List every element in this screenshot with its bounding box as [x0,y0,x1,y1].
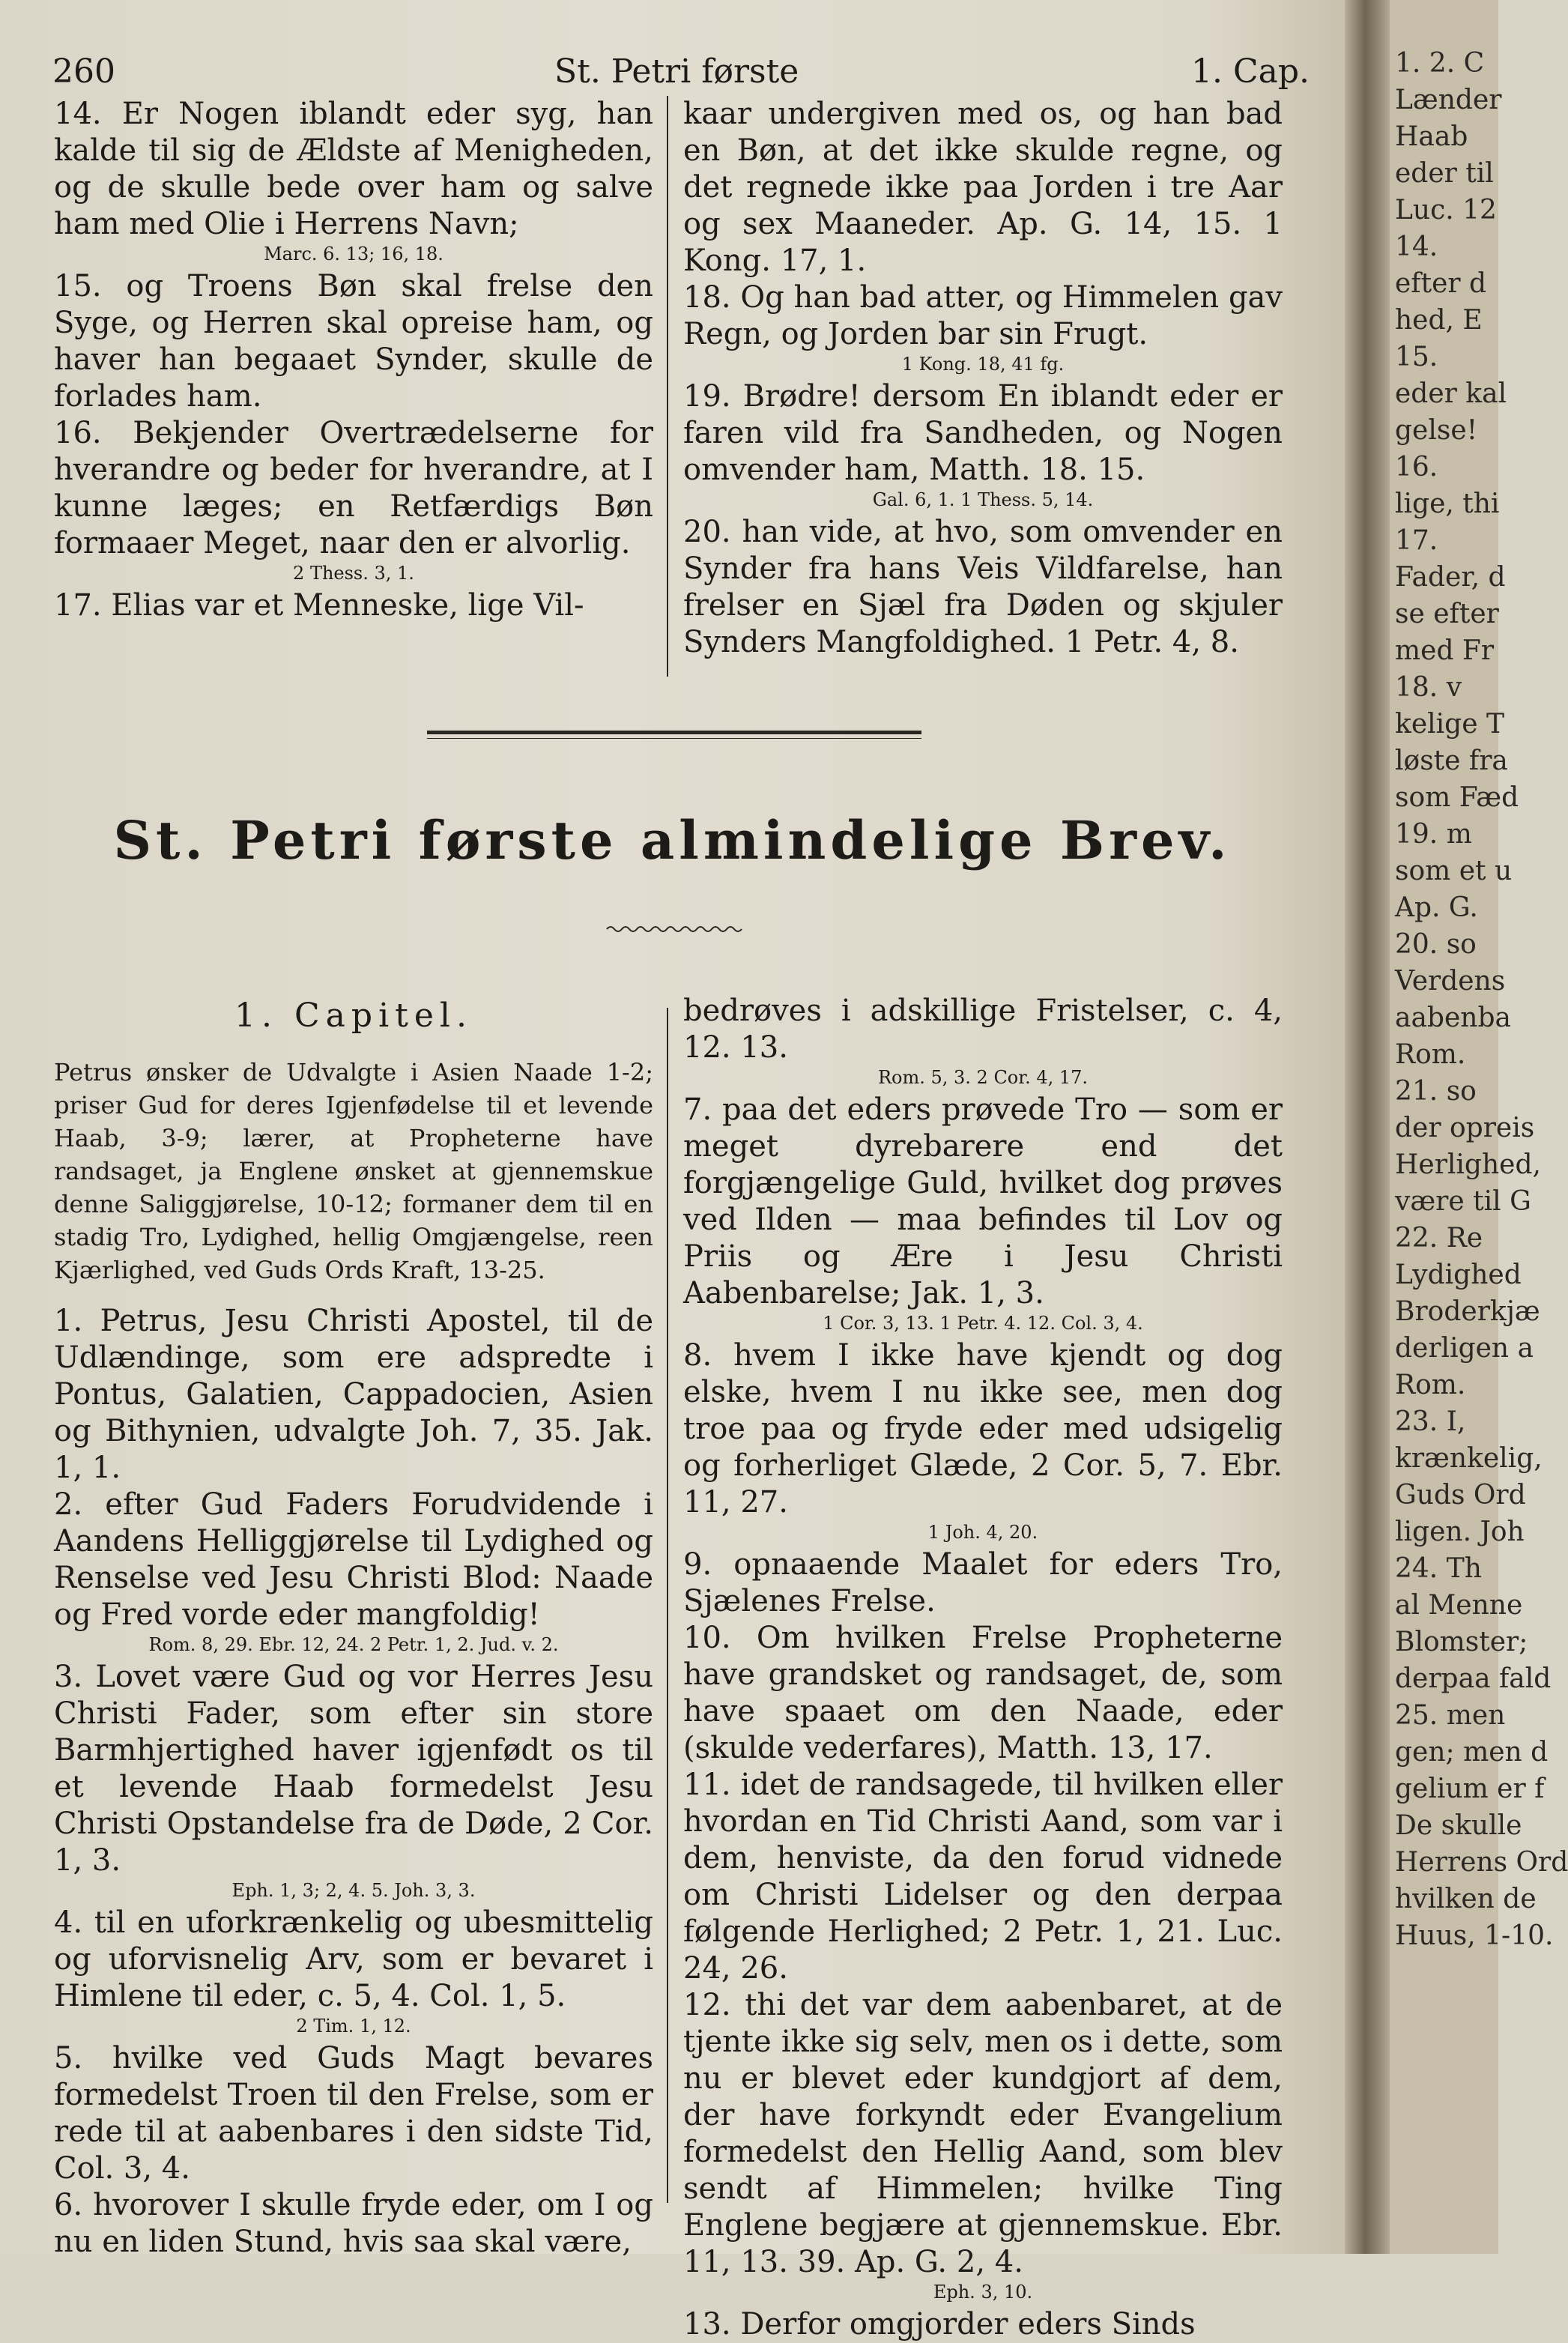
next-page-line: 22. Re [1395,1223,1483,1254]
next-page-line: som Fæd [1395,782,1519,813]
verse: 13. Derfor omgjorder eders Sinds [683,2307,1196,2342]
next-page-line: hed, E [1395,305,1483,336]
next-page-line: med Fr [1395,635,1495,666]
verse: 4. til en uforkrænkelig og ubesmittelig og uforvisnelig Arv, som er bevaret i Himlene til eder, c. 5, 4. Col. 1, 5. [54,1905,653,2013]
next-page-line: derpaa fald [1395,1663,1552,1694]
next-page-line: Verdens [1395,966,1506,997]
next-page-line: Haab [1395,121,1468,152]
next-page-line: være til G [1395,1186,1531,1217]
chapter-summary: Petrus ønsker de Udvalgte i Asien Naade 1-2; priser Gud for deres Igjenfødelse til et levende Haab, 3-9; lærer, at Propheterne have randsaget, ja Englene ønsket at gjennemskue denne Saliggjørelse, 10-12; formaner dem til en stadig Tro, Lydighed, hellig Omgjængelse, reen Kjærlighed, ved Guds Ords Kraft, 13-25. [54,1058,653,1284]
next-page-line: Lænder [1395,85,1502,115]
next-page-line: derligen a [1395,1333,1534,1364]
next-page-line: gelse! [1395,415,1478,446]
cross-reference: Rom. 5, 3. 2 Cor. 4, 17. [877,1067,1089,1088]
page-number: 260 [52,52,115,91]
verse: 16. Bekjender Overtrædelserne for hverandre og beder for hverandre, at I kunne læges; en Retfærdigs Bøn formaaer Meget, naar den er alvorlig. [54,416,653,560]
verse: 18. Og han bad atter, og Himmelen gav Regn, og Jorden bar sin Frugt. [683,280,1283,351]
book-gutter [1345,0,1390,2254]
verse: 15. og Troens Bøn skal frelse den Syge, og Herren skal opreise ham, og haver han begaaet Synder, skulle de forlades ham. [54,269,653,414]
cross-reference: 1 Cor. 3, 13. 1 Petr. 4. 12. Col. 3, 4. [823,1313,1143,1334]
top-right-column [683,96,1283,661]
verse: 14. Er Nogen iblandt eder syg, han kalde til sig de Ældste af Menigheden, og de skulle bede over ham og salve ham med Olie i Herrens Navn; [54,97,653,241]
next-page-line: hvilken de [1395,1884,1537,1914]
next-page-line: Herlighed, [1395,1149,1541,1180]
verse: 12. thi det var dem aabenbaret, at de tjente ikke sig selv, men os i dette, som nu er blevet eder kundgjort af dem, der have forkyndt eder Evangelium formedelst den Hellig Aand, som blev sendt af Himmelen; hvilke Ting Englene begjære at gjennemskue. Ebr. 11, 13. 39. Ap. G. 2, 4. [683,1988,1283,2279]
verse: 9. opnaaende Maalet for eders Tro, Sjælenes Frelse. [683,1547,1283,1618]
bottom-right-column [683,993,1283,2343]
book-title: St. Petri første almindelige Brev. [113,809,1232,871]
next-page-line: eder kal [1395,378,1507,409]
next-page-line: krænkelig, [1395,1443,1543,1474]
cross-reference: Rom. 8, 29. Ebr. 12, 24. 2 Petr. 1, 2. Jud. v. 2. [148,1634,559,1655]
next-page-line: 23. I, [1395,1406,1466,1437]
next-page-line: ligen. Joh [1395,1517,1525,1547]
running-chapter: 1. Cap. [1191,52,1310,91]
verse: 5. hvilke ved Guds Magt bevares formedelst Troen til den Frelse, som er rede til at aabenbares i den sidste Tid, Col. 3, 4. [54,2041,653,2186]
verse: 19. Brødre! dersom En iblandt eder er faren vild fra Sandheden, og Nogen omvender ham, Matth. 18. 15. [683,379,1283,487]
verse: 3. Lovet være Gud og vor Herres Jesu Christi Fader, som efter sin store Barmhjertighed haver igjenfødt os til et levende Haab formedelst Jesu Christi Opstandelse fra de Døde, 2 Cor. 1, 3. [54,1660,653,1878]
next-page-text [1395,45,1568,1954]
next-page-line: Rom. [1395,1370,1466,1400]
next-page-line: efter d [1395,268,1487,299]
cross-reference: 2 Tim. 1, 12. [296,2016,411,2037]
verse: 20. han vide, at hvo, som omvender en Synder fra hans Veis Vildfarelse, han frelser en Sjæl fra Døden og skjuler Synders Mangfoldighed. 1 Petr. 4, 8. [683,515,1283,659]
next-page-line: Huus, 1-10. [1395,1920,1554,1951]
next-page-line: 16. [1395,452,1438,483]
chapter-heading: 1. Capitel. [234,997,473,1035]
next-page-line: De skulle [1395,1810,1522,1841]
next-page-line: Rom. [1395,1039,1466,1070]
next-page-line: 19. m [1395,819,1472,850]
verse: 10. Om hvilken Frelse Propheterne have grandsket og randsaget, de, som have spaaet om den Naade, eder (skulde vederfares), Matth. 13, 17. [683,1621,1283,1765]
next-page-line: Lydighed [1395,1260,1522,1290]
running-title: St. Petri første [554,52,799,91]
cross-reference: Eph. 1, 3; 2, 4. 5. Joh. 3, 3. [231,1880,476,1901]
section-rule-thin [427,738,921,739]
next-page-line: løste fra [1395,746,1508,776]
next-page-line: Blomster; [1395,1627,1528,1657]
next-page-line: Luc. 12 [1395,195,1497,226]
verse: 11. idet de randsagede, til hvilken eller hvordan en Tid Christi Aand, som var i dem, henviste, da den forud vidnede om Christi Lidelser og den derpaa følgende Herlighed; 2 Petr. 1, 21. Luc. 24, 26. [683,1768,1283,1986]
column-divider [667,96,668,677]
next-page-line: 25. men [1395,1700,1506,1731]
next-page-line: 20. so [1395,929,1477,960]
next-page-line: 21. so [1395,1076,1477,1107]
cross-reference: Eph. 3, 10. [933,2282,1033,2303]
next-page-line: 17. [1395,525,1438,556]
ornament-divider [607,922,742,937]
next-page-line: 15. [1395,342,1438,372]
next-page-line: 18. v [1395,672,1462,703]
next-page-line: Ap. G. [1395,892,1478,923]
next-page-line: Fader, d [1395,562,1506,593]
next-page-line: 24. Th [1395,1553,1482,1584]
next-page-line: 14. [1395,232,1438,262]
next-page-line: aabenba [1395,1003,1511,1033]
top-left-column [54,96,653,624]
next-page-line: al Menne [1395,1590,1523,1621]
verse: 6. hvorover I skulle fryde eder, om I og nu en liden Stund, hvis saa skal være, [54,2188,653,2259]
bottom-left-verses [54,1303,653,2261]
verse: 7. paa det eders prøvede Tro — som er meget dyrebarere end det forgjængelige Guld, hvilket dog prøves ved Ilden — maa befindes til Lov og Priis og Ære i Jesu Christi Aabenbarelse; Jak. 1, 3. [683,1092,1283,1310]
next-page-line: der opreis [1395,1113,1535,1143]
next-page-edge [1390,0,1568,2254]
next-page-line: Broderkjæ [1395,1296,1540,1327]
next-page-line: Guds Ord [1395,1480,1526,1511]
next-page-line: Herrens Ord [1395,1847,1568,1878]
verse: 1. Petrus, Jesu Christi Apostel, til de Udlændinge, som ere adspredte i Pontus, Galatien, Cappadocien, Asien og Bithynien, udvalgte Joh. 7, 35. Jak. 1, 1. [54,1304,653,1485]
cross-reference: 1 Kong. 18, 41 fg. [901,354,1065,375]
verse: bedrøves i adskillige Fristelser, c. 4, 12. 13. [683,994,1283,1065]
verse: 8. hvem I ikke have kjendt og dog elske, hvem I nu ikke see, men dog troe paa og fryde eder med udsigelig og forherliget Glæde, 2 Cor. 5, 7. Ebr. 11, 27. [683,1338,1283,1520]
next-page-line: 1. 2. C [1395,48,1485,79]
cross-reference: 2 Thess. 3, 1. [293,563,414,584]
cross-reference: 1 Joh. 4, 20. [927,1522,1038,1543]
verse: 17. Elias var et Menneske, lige Vil- [54,588,584,623]
next-page-line: kelige T [1395,709,1504,740]
verse: kaar undergiven med os, og han bad en Bøn, at det ikke skulde regne, og det regnede ikke paa Jorden i tre Aar og sex Maaneder. Ap. G. 14, 15. 1 Kong. 17, 1. [683,97,1283,278]
next-page-line: se efter [1395,599,1499,629]
next-page-line: gelium er f [1395,1774,1545,1804]
cross-reference: Gal. 6, 1. 1 Thess. 5, 14. [872,489,1094,510]
column-divider [667,1008,668,2203]
verse: 2. efter Gud Faders Forudvidende i Aandens Helliggjørelse til Lydighed og Renselse ved Jesu Christi Blod: Naade og Fred vorde eder mangfoldig! [54,1487,653,1632]
next-page-line: som et u [1395,856,1513,886]
section-rule-thick [427,731,921,734]
next-page-line: gen; men d [1395,1737,1549,1768]
bottom-left-column [54,997,653,2261]
cross-reference: Marc. 6. 13; 16, 18. [264,244,444,264]
next-page-line: lige, thi [1395,489,1500,519]
next-page-line: eder til [1395,158,1494,189]
